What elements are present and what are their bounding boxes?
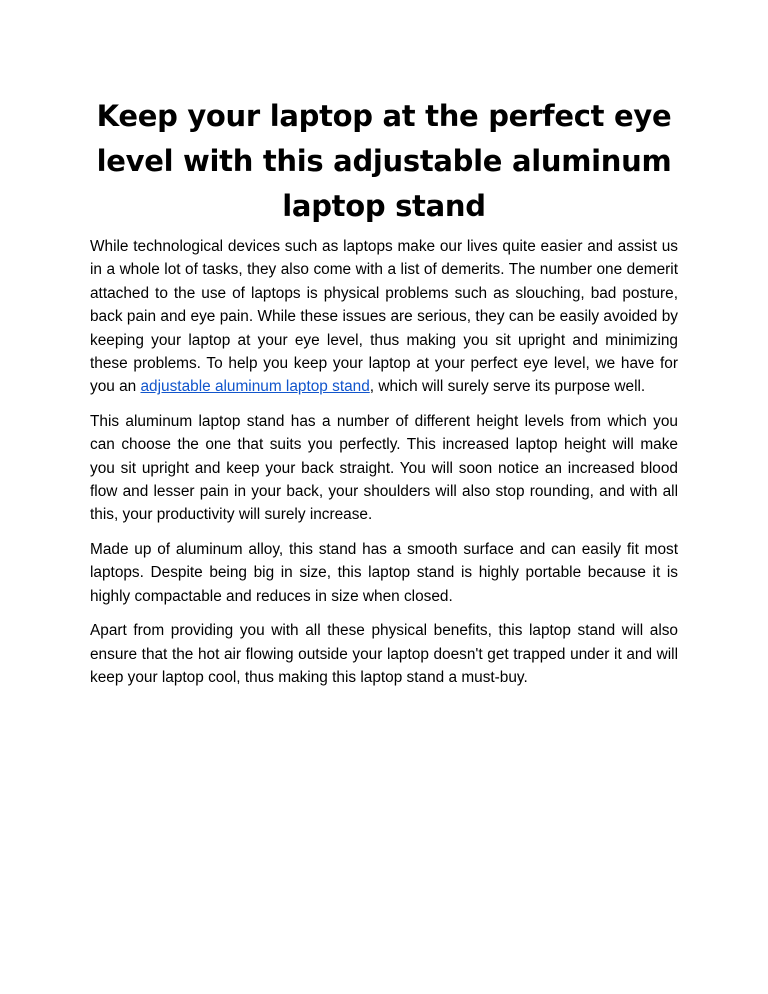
article-body: [90, 235, 678, 700]
paragraph-intro: [90, 235, 678, 399]
paragraph-cooling: Apart from providing you with all these physical benefits, this laptop stand will also ensure that the hot air flowing outside your laptop doesn't get trapped under it and will keep your laptop cool, thus making this laptop stand a must-buy.: [90, 622, 678, 686]
paragraph-intro-text-after: , which will surely serve its purpose well.: [369, 378, 646, 396]
paragraph-material: Made up of aluminum alloy, this stand has a smooth surface and can easily fit most laptops. Despite being big in size, this laptop stand is highly portable because it is highly compactable and reduces in size when closed.: [90, 540, 678, 605]
paragraph-intro-text-before: While technological devices such as laptops make our lives quite easier and assist us in a whole lot of tasks, they also come with a list of demerits. The number one demerit attached to the use of laptops is physical problems such as slouching, bad posture, back pain and eye pain. While these issues are serious, they can be easily avoided by keeping your laptop at your eye level, thus making you sit upright and minimizing these problems. To help you keep your laptop at your perfect eye level, we have for you an: [90, 238, 678, 396]
product-link[interactable]: adjustable aluminum laptop stand: [140, 378, 370, 396]
paragraph-height-levels: This aluminum laptop stand has a number of different height levels from which you can choose the one that suits you perfectly. This increased laptop height will make you sit upright and keep your back straight. You will soon notice an increased blood flow and lesser pain in your back, your shoulders will also stop rounding, and with all this, your productivity will surely increase.: [90, 412, 678, 524]
page-title: Keep your laptop at the perfect eye level with this adjustable aluminum laptop stand: [96, 99, 672, 223]
